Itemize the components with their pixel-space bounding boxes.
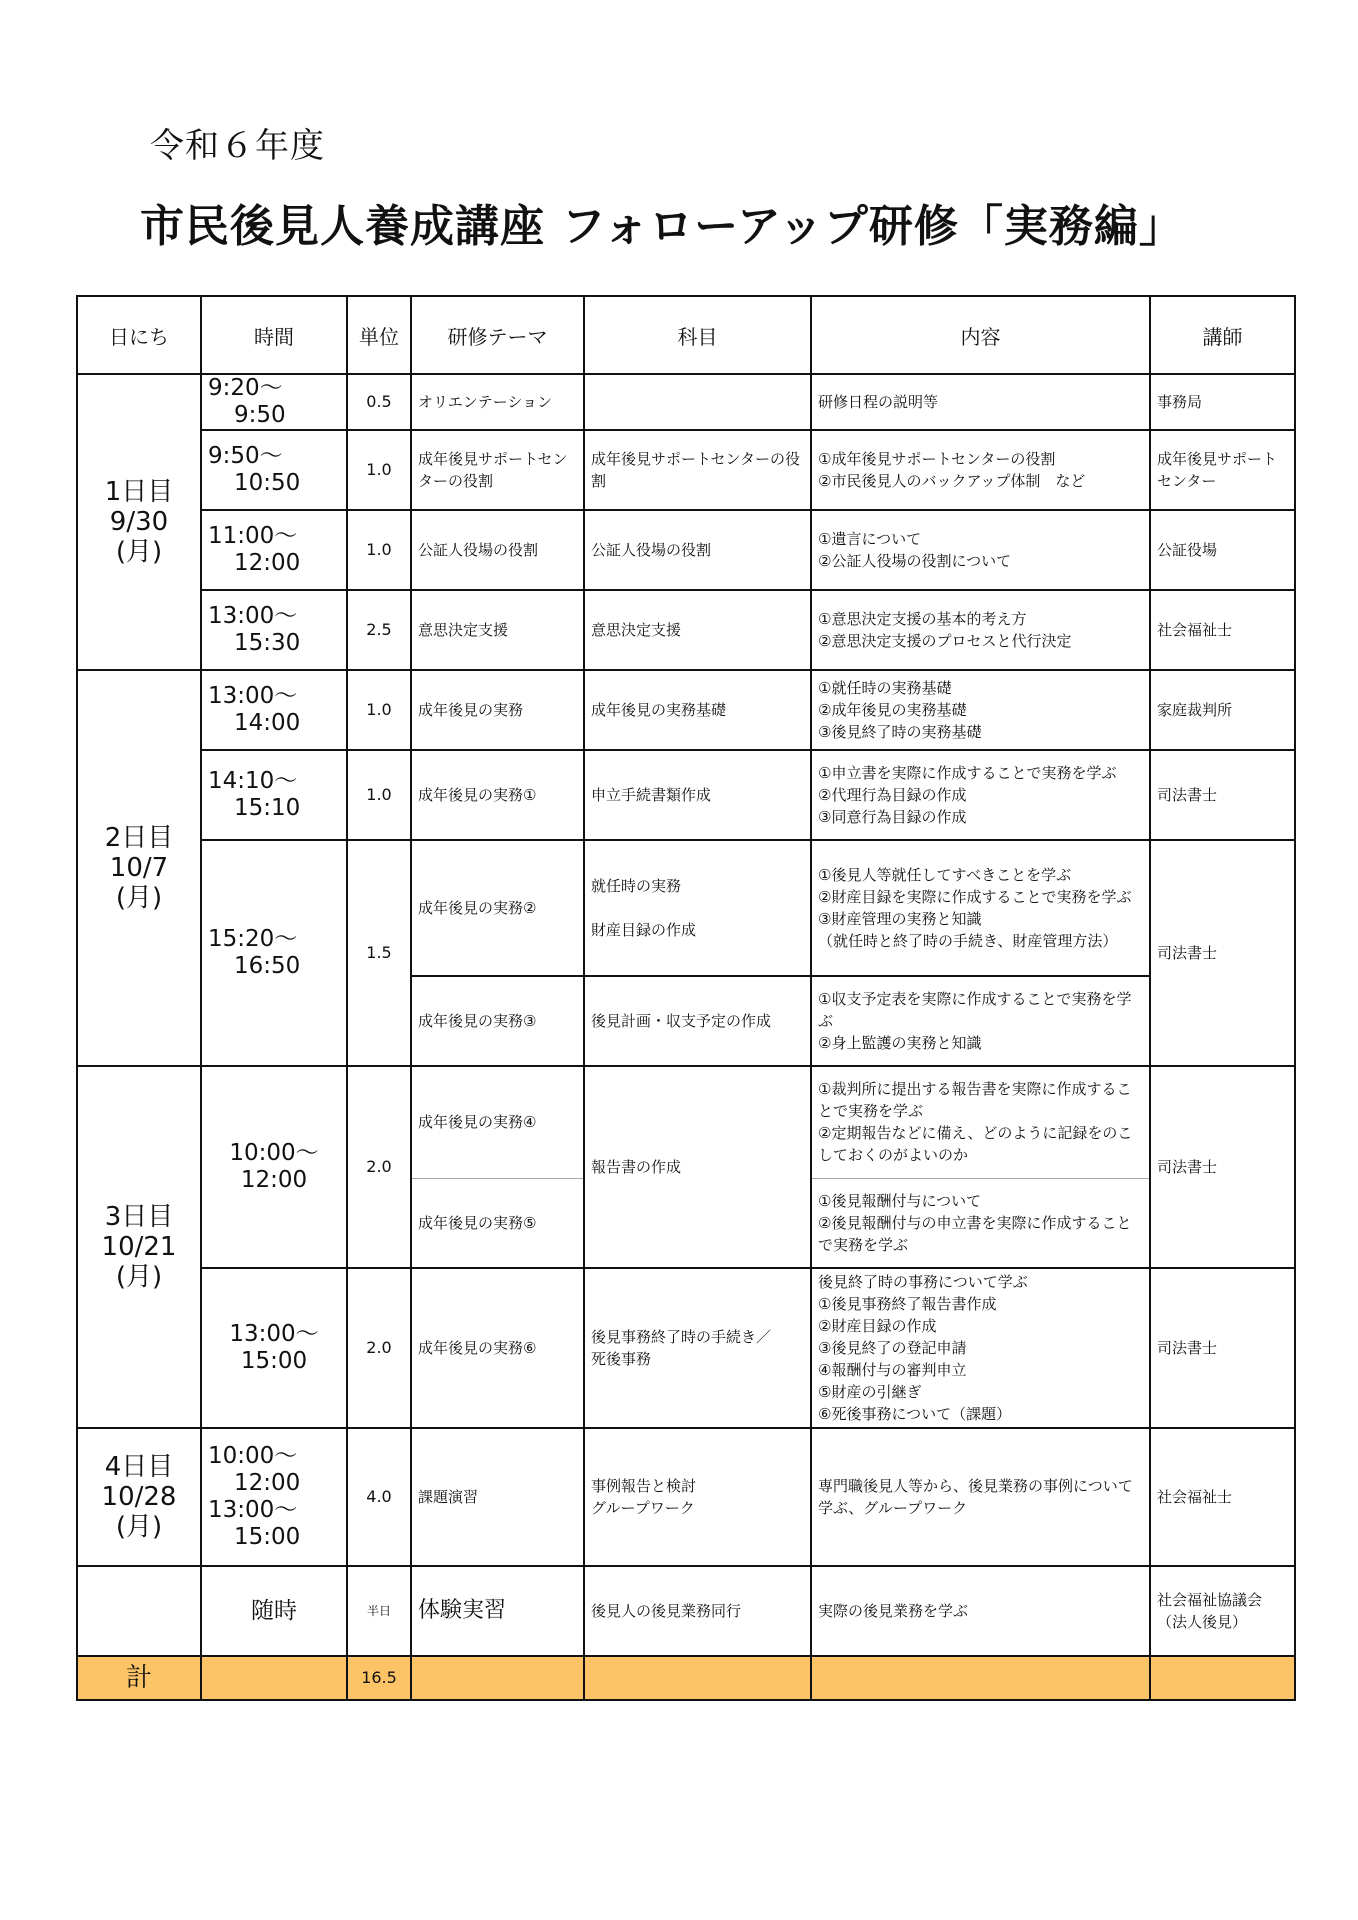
subject-cell: 後見事務終了時の手続き／ 死後事務 [584, 1268, 811, 1428]
header-row [77, 296, 1295, 374]
table-row [77, 1428, 1295, 1566]
time-cell: 15:20～ 16:50 [201, 840, 347, 1066]
theme-cell: 体験実習 [411, 1566, 584, 1656]
col-time: 時間 [201, 296, 347, 374]
lecturer-cell: 司法書士 [1150, 1066, 1295, 1268]
theme-cell: 意思決定支援 [411, 590, 584, 670]
time-cell: 9:50～ 10:50 [201, 430, 347, 510]
theme-cell: 成年後見の実務⑥ [411, 1268, 584, 1428]
lecturer-cell: 事務局 [1150, 374, 1295, 430]
day-1 [77, 374, 201, 670]
day-4 [77, 1428, 201, 1566]
lecturer-cell: 公証役場 [1150, 510, 1295, 590]
theme-cell: 成年後見サポートセンターの役割 [411, 430, 584, 510]
table-row [77, 1066, 1295, 1178]
content-cell: ①成年後見サポートセンターの役割 ②市民後見人のバックアップ体制 など [811, 430, 1150, 510]
day-label: 1日目 [104, 477, 174, 507]
unit-cell: 0.5 [347, 374, 411, 430]
table-row [77, 430, 1295, 510]
day-weekday: (月) [115, 1262, 163, 1292]
table-row [77, 750, 1295, 840]
day-date: 9/30 [109, 507, 169, 537]
time-cell: 随時 [201, 1566, 347, 1656]
total-row [77, 1656, 1295, 1700]
subject-cell: 報告書の作成 [584, 1066, 811, 1268]
subject-cell: 後見人の後見業務同行 [584, 1566, 811, 1656]
content-cell: 実際の後見業務を学ぶ [811, 1566, 1150, 1656]
content-cell: ①就任時の実務基礎 ②成年後見の実務基礎 ③後見終了時の実務基礎 [811, 670, 1150, 750]
subject-cell: 就任時の実務 財産目録の作成 [584, 840, 811, 976]
lecturer-cell: 社会福祉協議会 （法人後見） [1150, 1566, 1295, 1656]
unit-cell: 4.0 [347, 1428, 411, 1566]
day-weekday: (月) [115, 1512, 163, 1542]
col-theme: 研修テーマ [411, 296, 584, 374]
theme-cell: 課題演習 [411, 1428, 584, 1566]
time-cell: 10:00～ 12:00 13:00～ 15:00 [201, 1428, 347, 1566]
unit-cell: 2.0 [347, 1066, 411, 1268]
theme-cell: 公証人役場の役割 [411, 510, 584, 590]
time-cell: 9:20～ 9:50 [201, 374, 347, 430]
lecturer-cell: 社会福祉士 [1150, 590, 1295, 670]
total-theme [411, 1656, 584, 1700]
theme-cell: 成年後見の実務③ [411, 976, 584, 1066]
table-row [77, 374, 1295, 430]
lecturer-cell: 家庭裁判所 [1150, 670, 1295, 750]
total-time [201, 1656, 347, 1700]
lecturer-cell: 社会福祉士 [1150, 1428, 1295, 1566]
time-cell: 13:00～ 15:00 [201, 1268, 347, 1428]
col-content: 内容 [811, 296, 1150, 374]
subject-cell: 申立手続書類作成 [584, 750, 811, 840]
lecturer-cell: 司法書士 [1150, 750, 1295, 840]
time-cell: 11:00～ 12:00 [201, 510, 347, 590]
page-title: 市民後見人養成講座 フォローアップ研修「実務編」 [140, 201, 1184, 252]
time-cell: 13:00～ 14:00 [201, 670, 347, 750]
day-label: 4日目 [104, 1452, 174, 1482]
lecturer-cell: 司法書士 [1150, 1268, 1295, 1428]
content-cell: 後見終了時の事務について学ぶ ①後見事務終了報告書作成 ②財産目録の作成 ③後見終了の登記申請 ④報酬付与の審判申立 ⑤財産の引継ぎ ⑥死後事務について（課題） [811, 1268, 1150, 1428]
content-cell: 専門職後見人等から、後見業務の事例について 学ぶ、グループワーク [811, 1428, 1150, 1566]
schedule-table [76, 295, 1296, 1701]
content-cell: ①収支予定表を実際に作成することで実務を学 ぶ ②身上監護の実務と知識 [811, 976, 1150, 1066]
col-lecturer: 講師 [1150, 296, 1295, 374]
content-cell: ①意思決定支援の基本的考え方 ②意思決定支援のプロセスと代行決定 [811, 590, 1150, 670]
unit-cell: 1.0 [347, 510, 411, 590]
content-cell: ①申立書を実際に作成することで実務を学ぶ ②代理行為目録の作成 ③同意行為目録の作成 [811, 750, 1150, 840]
subject-cell: 後見計画・収支予定の作成 [584, 976, 811, 1066]
total-subject [584, 1656, 811, 1700]
total-label: 計 [77, 1656, 201, 1700]
content-cell: ①後見報酬付与について ②後見報酬付与の申立書を実際に作成すること で実務を学ぶ [811, 1178, 1150, 1268]
day-weekday: (月) [115, 883, 163, 913]
theme-cell: 成年後見の実務 [411, 670, 584, 750]
content-cell: ①裁判所に提出する報告書を実際に作成するこ とで実務を学ぶ ②定期報告などに備え、どのように記録をのこ しておくのがよいのか [811, 1066, 1150, 1178]
unit-cell: 1.0 [347, 430, 411, 510]
unit-cell: 1.0 [347, 670, 411, 750]
lecturer-cell: 成年後見サポートセンター [1150, 430, 1295, 510]
lecturer-cell: 司法書士 [1150, 840, 1295, 1066]
time-cell: 14:10～ 15:10 [201, 750, 347, 840]
theme-cell: オリエンテーション [411, 374, 584, 430]
day-2 [77, 670, 201, 1066]
content-cell: ①後見人等就任してすべきことを学ぶ ②財産目録を実際に作成することで実務を学ぶ ③財産管理の実務と知識 （就任時と終了時の手続き、財産管理方法） [811, 840, 1150, 976]
total-unit: 16.5 [347, 1656, 411, 1700]
day-date: 10/28 [101, 1482, 177, 1512]
table-row [77, 840, 1295, 976]
content-cell: 研修日程の説明等 [811, 374, 1150, 430]
table-row [77, 510, 1295, 590]
theme-cell: 成年後見の実務④ [411, 1066, 584, 1178]
day-empty [77, 1566, 201, 1656]
table-row [77, 1566, 1295, 1656]
subject-cell: 成年後見サポートセンターの役割 [584, 430, 811, 510]
total-lecturer [1150, 1656, 1295, 1700]
subject-cell: 公証人役場の役割 [584, 510, 811, 590]
subject-cell: 事例報告と検討 グループワーク [584, 1428, 811, 1566]
theme-cell: 成年後見の実務② [411, 840, 584, 976]
col-unit: 単位 [347, 296, 411, 374]
day-date: 10/21 [101, 1232, 177, 1262]
day-date: 10/7 [109, 853, 169, 883]
day-3 [77, 1066, 201, 1428]
subject-cell: 意思決定支援 [584, 590, 811, 670]
unit-cell: 2.0 [347, 1268, 411, 1428]
table-row [77, 1268, 1295, 1428]
col-date: 日にち [77, 296, 201, 374]
day-label: 3日目 [104, 1202, 174, 1232]
total-content [811, 1656, 1150, 1700]
unit-cell: 半日 [347, 1566, 411, 1656]
subject-cell [584, 374, 811, 430]
time-cell: 10:00～ 12:00 [201, 1066, 347, 1268]
fiscal-year: 令和６年度 [150, 126, 325, 166]
col-subject: 科目 [584, 296, 811, 374]
day-label: 2日目 [104, 823, 174, 853]
theme-cell: 成年後見の実務① [411, 750, 584, 840]
subject-cell: 成年後見の実務基礎 [584, 670, 811, 750]
day-weekday: (月) [115, 537, 163, 567]
time-cell: 13:00～ 15:30 [201, 590, 347, 670]
unit-cell: 1.0 [347, 750, 411, 840]
unit-cell: 1.5 [347, 840, 411, 1066]
table-row [77, 590, 1295, 670]
unit-cell: 2.5 [347, 590, 411, 670]
table-row [77, 670, 1295, 750]
content-cell: ①遺言について ②公証人役場の役割について [811, 510, 1150, 590]
theme-cell: 成年後見の実務⑤ [411, 1178, 584, 1268]
